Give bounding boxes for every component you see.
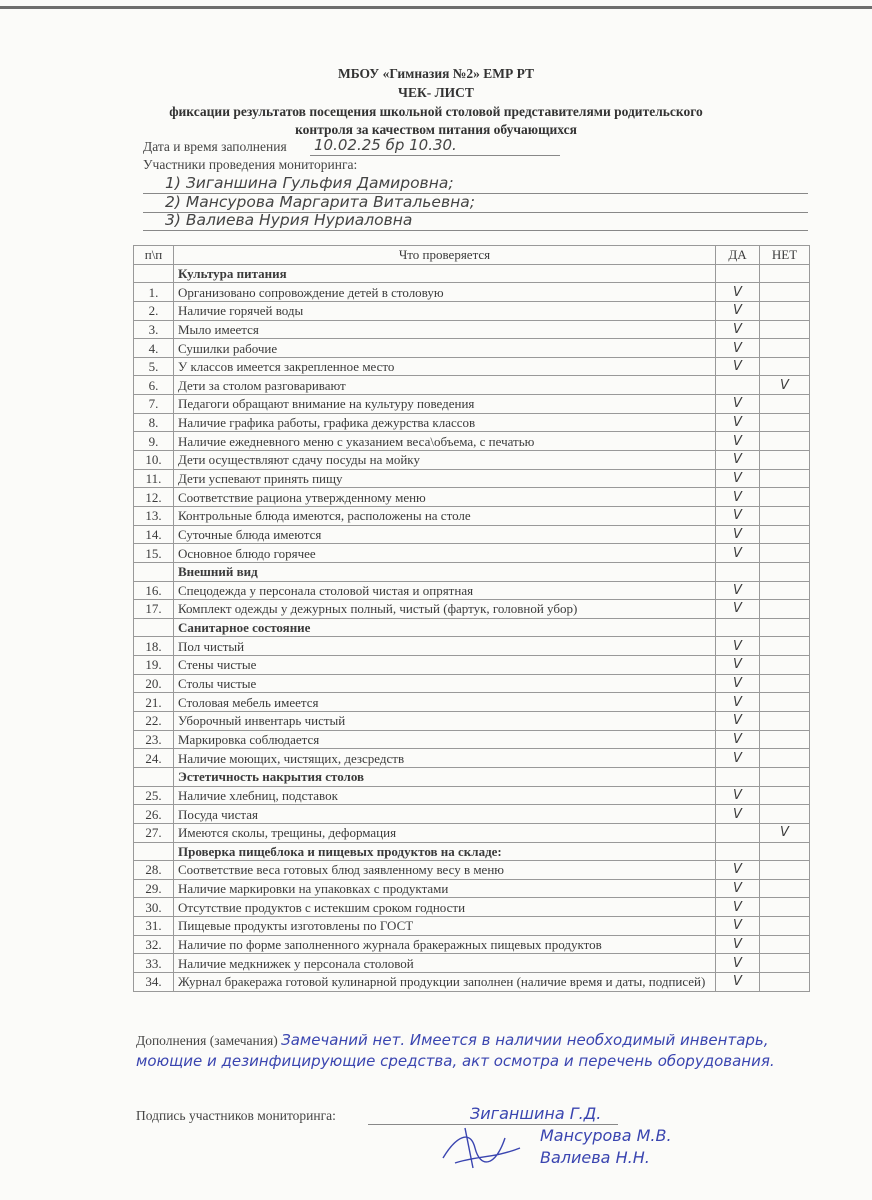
row-number: 21. bbox=[134, 693, 174, 712]
row-criterion: Основное блюдо горячее bbox=[174, 544, 716, 563]
section-num-cell bbox=[134, 562, 174, 581]
table-section-row bbox=[134, 842, 810, 861]
fill-date-underline bbox=[310, 155, 560, 156]
row-yes-mark: V bbox=[716, 861, 760, 880]
row-criterion: Наличие медкнижек у персонала столовой bbox=[174, 954, 716, 973]
scan-edge bbox=[0, 6, 872, 9]
row-criterion: Маркировка соблюдается bbox=[174, 730, 716, 749]
section-no-cell bbox=[760, 767, 810, 786]
row-no-mark bbox=[760, 637, 810, 656]
row-yes-mark: V bbox=[716, 898, 760, 917]
row-yes-mark: V bbox=[716, 581, 760, 600]
row-no-mark bbox=[760, 395, 810, 414]
org-title: МБОУ «Гимназия №2» ЕМР РТ bbox=[337, 66, 535, 81]
row-yes-mark: V bbox=[716, 469, 760, 488]
row-number: 24. bbox=[134, 749, 174, 768]
notes-text: Замечаний нет. Имеется в наличии необходимый инвентарь, моющие и дезинфицирующие средства, акт осмотра и перечень оборудования. bbox=[136, 1031, 775, 1070]
row-number: 10. bbox=[134, 451, 174, 470]
row-number: 12. bbox=[134, 488, 174, 507]
row-yes-mark: V bbox=[716, 637, 760, 656]
table-section-row bbox=[134, 618, 810, 637]
row-yes-mark: V bbox=[716, 786, 760, 805]
table-row bbox=[134, 301, 810, 320]
table-row bbox=[134, 656, 810, 675]
table-row bbox=[134, 693, 810, 712]
table-row bbox=[134, 917, 810, 936]
row-criterion: Наличие графика работы, графика дежурства классов bbox=[174, 413, 716, 432]
section-title: Санитарное состояние bbox=[174, 618, 716, 637]
row-yes-mark: V bbox=[716, 972, 760, 991]
row-criterion: Комплект одежды у дежурных полный, чистый (фартук, головной убор) bbox=[174, 600, 716, 619]
row-number: 7. bbox=[134, 395, 174, 414]
row-no-mark bbox=[760, 879, 810, 898]
handwritten-signature bbox=[435, 1118, 525, 1174]
signature-label: Подпись участников мониторинга: bbox=[136, 1108, 336, 1123]
row-criterion: Контрольные блюда имеются, расположены на столе bbox=[174, 506, 716, 525]
col-what-header: Что проверяется bbox=[174, 246, 716, 265]
row-number: 17. bbox=[134, 600, 174, 619]
row-number: 26. bbox=[134, 805, 174, 824]
row-no-mark bbox=[760, 805, 810, 824]
participant-3: 3) Валиева Нурия Нуриаловна bbox=[165, 211, 413, 229]
row-number: 30. bbox=[134, 898, 174, 917]
row-no-mark: V bbox=[760, 376, 810, 395]
row-yes-mark: V bbox=[716, 805, 760, 824]
section-yes-cell bbox=[716, 618, 760, 637]
row-number: 28. bbox=[134, 861, 174, 880]
row-number: 5. bbox=[134, 357, 174, 376]
row-no-mark bbox=[760, 749, 810, 768]
row-yes-mark: V bbox=[716, 301, 760, 320]
row-number: 27. bbox=[134, 823, 174, 842]
row-criterion: У классов имеется закрепленное место bbox=[174, 357, 716, 376]
row-number: 16. bbox=[134, 581, 174, 600]
row-no-mark bbox=[760, 861, 810, 880]
participant-1: 1) Зиганшина Гульфия Дамировна; bbox=[165, 174, 454, 192]
row-number: 2. bbox=[134, 301, 174, 320]
row-criterion: Стены чистые bbox=[174, 656, 716, 675]
signature-name-2: Мансурова М.В. bbox=[540, 1126, 672, 1145]
fill-date-value: 10.02.25 бр 10.30. bbox=[314, 136, 457, 154]
row-no-mark bbox=[760, 413, 810, 432]
table-section-row bbox=[134, 562, 810, 581]
signature-name-1: Зиганшина Г.Д. bbox=[470, 1104, 602, 1123]
row-yes-mark: V bbox=[716, 674, 760, 693]
table-row bbox=[134, 413, 810, 432]
row-no-mark bbox=[760, 712, 810, 731]
row-number: 15. bbox=[134, 544, 174, 563]
row-criterion: Наличие моющих, чистящих, дезсредств bbox=[174, 749, 716, 768]
section-yes-cell bbox=[716, 562, 760, 581]
participant-line-3 bbox=[143, 230, 808, 231]
col-yes-header: ДА bbox=[716, 246, 760, 265]
row-criterion: Дети за столом разговаривают bbox=[174, 376, 716, 395]
row-criterion: Дети осуществляют сдачу посуды на мойку bbox=[174, 451, 716, 470]
table-row bbox=[134, 786, 810, 805]
row-criterion: Соответствие веса готовых блюд заявленному весу в меню bbox=[174, 861, 716, 880]
table-row bbox=[134, 637, 810, 656]
row-number: 6. bbox=[134, 376, 174, 395]
row-criterion: Журнал бракеража готовой кулинарной продукции заполнен (наличие время и даты, подписей) bbox=[174, 972, 716, 991]
section-num-cell bbox=[134, 842, 174, 861]
row-no-mark bbox=[760, 693, 810, 712]
row-criterion: Пищевые продукты изготовлены по ГОСТ bbox=[174, 917, 716, 936]
row-yes-mark: V bbox=[716, 525, 760, 544]
table-row bbox=[134, 581, 810, 600]
row-yes-mark: V bbox=[716, 656, 760, 675]
row-criterion: Имеются сколы, трещины, деформация bbox=[174, 823, 716, 842]
participants-label: Участники проведения мониторинга: bbox=[143, 157, 358, 172]
section-no-cell bbox=[760, 842, 810, 861]
row-no-mark bbox=[760, 357, 810, 376]
row-no-mark bbox=[760, 320, 810, 339]
table-row bbox=[134, 935, 810, 954]
row-yes-mark bbox=[716, 376, 760, 395]
row-yes-mark: V bbox=[716, 693, 760, 712]
row-criterion: Столовая мебель имеется bbox=[174, 693, 716, 712]
row-criterion: Сушилки рабочие bbox=[174, 339, 716, 358]
section-no-cell bbox=[760, 562, 810, 581]
row-no-mark bbox=[760, 301, 810, 320]
row-no-mark bbox=[760, 432, 810, 451]
row-yes-mark: V bbox=[716, 506, 760, 525]
row-yes-mark: V bbox=[716, 451, 760, 470]
section-num-cell bbox=[134, 264, 174, 283]
row-no-mark bbox=[760, 544, 810, 563]
table-row bbox=[134, 823, 810, 842]
row-no-mark bbox=[760, 283, 810, 302]
row-yes-mark: V bbox=[716, 935, 760, 954]
doc-type: ЧЕК- ЛИСТ bbox=[398, 85, 474, 100]
table-row bbox=[134, 954, 810, 973]
row-yes-mark: V bbox=[716, 432, 760, 451]
row-yes-mark: V bbox=[716, 357, 760, 376]
row-criterion: Наличие хлебниц, подставок bbox=[174, 786, 716, 805]
row-criterion: Соответствие рациона утвержденному меню bbox=[174, 488, 716, 507]
row-criterion: Спецодежда у персонала столовой чистая и опрятная bbox=[174, 581, 716, 600]
row-yes-mark: V bbox=[716, 488, 760, 507]
row-no-mark bbox=[760, 935, 810, 954]
table-row bbox=[134, 730, 810, 749]
row-number: 34. bbox=[134, 972, 174, 991]
doc-subtitle-line1: фиксации результатов посещения школьной столовой представителями родительского bbox=[169, 104, 703, 119]
row-no-mark bbox=[760, 917, 810, 936]
row-number: 19. bbox=[134, 656, 174, 675]
fill-date-label: Дата и время заполнения bbox=[143, 139, 287, 154]
row-yes-mark: V bbox=[716, 283, 760, 302]
row-criterion: Наличие ежедневного меню с указанием веса\объема, с печатью bbox=[174, 432, 716, 451]
col-no-header: НЕТ bbox=[760, 246, 810, 265]
row-no-mark bbox=[760, 600, 810, 619]
row-yes-mark: V bbox=[716, 320, 760, 339]
table-row bbox=[134, 395, 810, 414]
row-yes-mark bbox=[716, 823, 760, 842]
row-no-mark bbox=[760, 972, 810, 991]
table-row bbox=[134, 488, 810, 507]
row-number: 11. bbox=[134, 469, 174, 488]
section-num-cell bbox=[134, 618, 174, 637]
table-row bbox=[134, 749, 810, 768]
section-yes-cell bbox=[716, 264, 760, 283]
row-criterion: Пол чистый bbox=[174, 637, 716, 656]
table-row bbox=[134, 600, 810, 619]
row-no-mark bbox=[760, 656, 810, 675]
section-title: Культура питания bbox=[174, 264, 716, 283]
row-criterion: Педагоги обращают внимание на культуру поведения bbox=[174, 395, 716, 414]
row-number: 13. bbox=[134, 506, 174, 525]
table-row bbox=[134, 357, 810, 376]
participant-2: 2) Мансурова Маргарита Витальевна; bbox=[165, 193, 475, 211]
table-header-row bbox=[134, 246, 810, 265]
row-no-mark bbox=[760, 488, 810, 507]
section-num-cell bbox=[134, 767, 174, 786]
row-no-mark bbox=[760, 786, 810, 805]
row-criterion: Посуда чистая bbox=[174, 805, 716, 824]
row-number: 9. bbox=[134, 432, 174, 451]
doc-subtitle-line2: контроля за качеством питания обучающихся bbox=[295, 122, 577, 137]
row-no-mark bbox=[760, 469, 810, 488]
row-number: 32. bbox=[134, 935, 174, 954]
section-title: Внешний вид bbox=[174, 562, 716, 581]
signature-name-3: Валиева Н.Н. bbox=[540, 1148, 650, 1167]
row-no-mark: V bbox=[760, 823, 810, 842]
section-no-cell bbox=[760, 618, 810, 637]
table-row bbox=[134, 376, 810, 395]
table-row bbox=[134, 861, 810, 880]
row-yes-mark: V bbox=[716, 917, 760, 936]
table-row bbox=[134, 898, 810, 917]
row-criterion: Суточные блюда имеются bbox=[174, 525, 716, 544]
row-criterion: Столы чистые bbox=[174, 674, 716, 693]
table-row bbox=[134, 712, 810, 731]
row-criterion: Организовано сопровождение детей в столовую bbox=[174, 283, 716, 302]
table-row bbox=[134, 674, 810, 693]
row-number: 31. bbox=[134, 917, 174, 936]
row-number: 29. bbox=[134, 879, 174, 898]
table-row bbox=[134, 283, 810, 302]
row-criterion: Уборочный инвентарь чистый bbox=[174, 712, 716, 731]
row-no-mark bbox=[760, 730, 810, 749]
row-yes-mark: V bbox=[716, 339, 760, 358]
section-no-cell bbox=[760, 264, 810, 283]
notes-label: Дополнения (замечания) bbox=[136, 1033, 278, 1048]
row-criterion: Наличие по форме заполненного журнала бракеражных пищевых продуктов bbox=[174, 935, 716, 954]
row-number: 18. bbox=[134, 637, 174, 656]
row-criterion: Мыло имеется bbox=[174, 320, 716, 339]
table-row bbox=[134, 451, 810, 470]
table-row bbox=[134, 469, 810, 488]
table-row bbox=[134, 544, 810, 563]
row-no-mark bbox=[760, 954, 810, 973]
row-no-mark bbox=[760, 581, 810, 600]
section-yes-cell bbox=[716, 767, 760, 786]
row-yes-mark: V bbox=[716, 395, 760, 414]
row-yes-mark: V bbox=[716, 413, 760, 432]
row-number: 25. bbox=[134, 786, 174, 805]
section-yes-cell bbox=[716, 842, 760, 861]
row-no-mark bbox=[760, 506, 810, 525]
row-criterion: Наличие горячей воды bbox=[174, 301, 716, 320]
table-row bbox=[134, 320, 810, 339]
row-no-mark bbox=[760, 674, 810, 693]
section-title: Проверка пищеблока и пищевых продуктов на складе: bbox=[174, 842, 716, 861]
col-num-header: п\п bbox=[134, 246, 174, 265]
row-yes-mark: V bbox=[716, 749, 760, 768]
table-row bbox=[134, 525, 810, 544]
row-yes-mark: V bbox=[716, 954, 760, 973]
row-number: 20. bbox=[134, 674, 174, 693]
row-no-mark bbox=[760, 898, 810, 917]
row-criterion: Отсутствие продуктов с истекшим сроком годности bbox=[174, 898, 716, 917]
checklist-table bbox=[133, 245, 810, 992]
row-number: 3. bbox=[134, 320, 174, 339]
table-row bbox=[134, 339, 810, 358]
row-criterion: Дети успевают принять пищу bbox=[174, 469, 716, 488]
row-number: 1. bbox=[134, 283, 174, 302]
row-number: 4. bbox=[134, 339, 174, 358]
notes-block bbox=[136, 1030, 836, 1072]
row-yes-mark: V bbox=[716, 712, 760, 731]
section-title: Эстетичность накрытия столов bbox=[174, 767, 716, 786]
row-number: 22. bbox=[134, 712, 174, 731]
row-number: 14. bbox=[134, 525, 174, 544]
row-yes-mark: V bbox=[716, 600, 760, 619]
table-row bbox=[134, 879, 810, 898]
table-row bbox=[134, 805, 810, 824]
row-yes-mark: V bbox=[716, 544, 760, 563]
row-yes-mark: V bbox=[716, 879, 760, 898]
row-number: 33. bbox=[134, 954, 174, 973]
row-number: 8. bbox=[134, 413, 174, 432]
row-number: 23. bbox=[134, 730, 174, 749]
row-yes-mark: V bbox=[716, 730, 760, 749]
table-row bbox=[134, 972, 810, 991]
row-no-mark bbox=[760, 525, 810, 544]
row-no-mark bbox=[760, 451, 810, 470]
table-row bbox=[134, 432, 810, 451]
row-no-mark bbox=[760, 339, 810, 358]
table-row bbox=[134, 506, 810, 525]
table-section-row bbox=[134, 767, 810, 786]
table-section-row bbox=[134, 264, 810, 283]
row-criterion: Наличие маркировки на упаковках с продуктами bbox=[174, 879, 716, 898]
